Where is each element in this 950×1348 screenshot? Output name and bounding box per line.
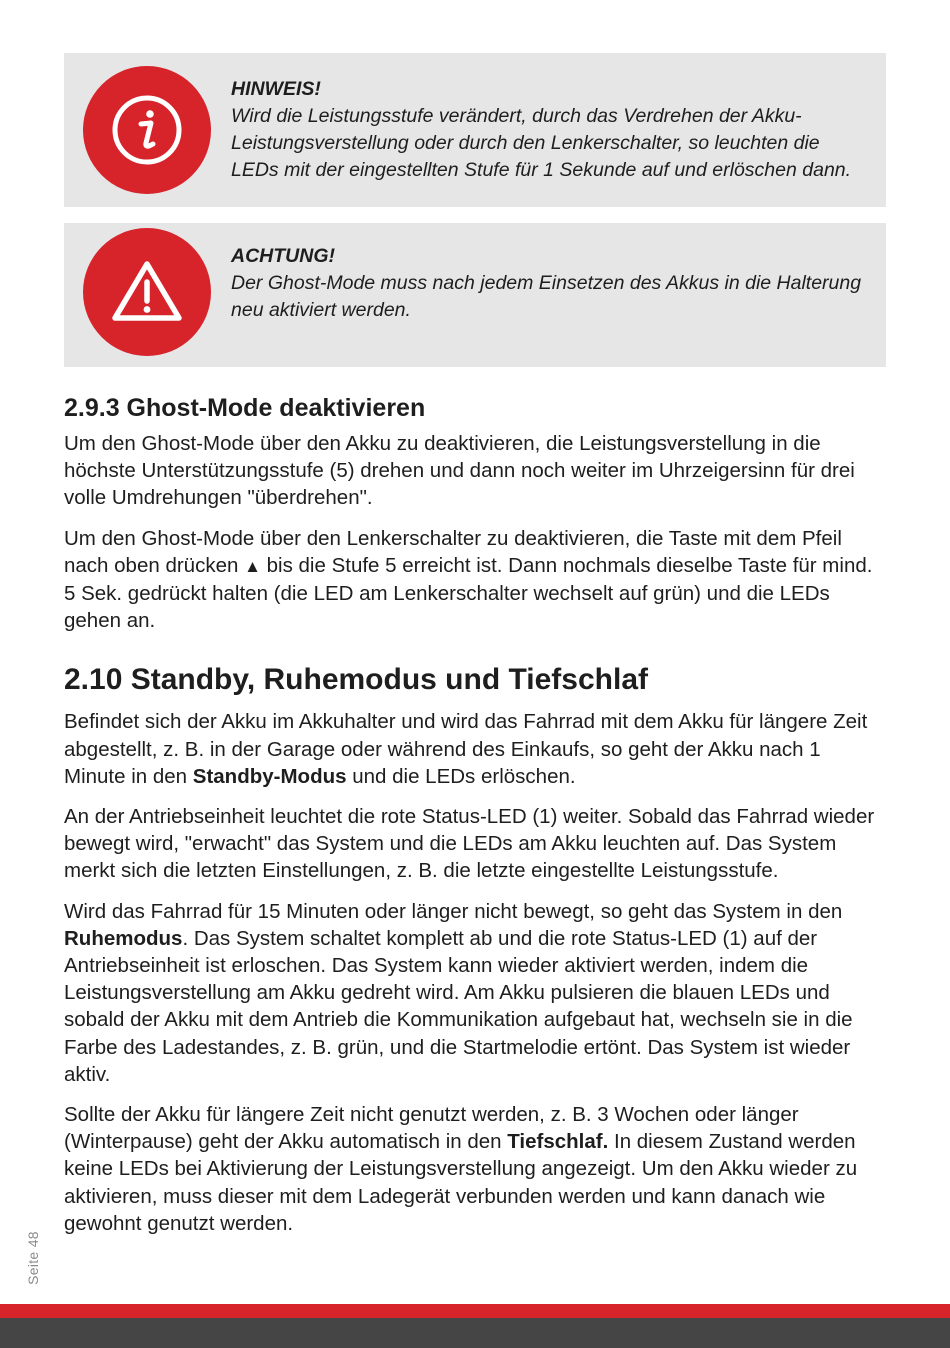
- section-2-9-3-paragraph-2: [64, 525, 886, 635]
- bold-term-tiefschlaf: Tiefschlaf.: [507, 1130, 609, 1154]
- main-content: [64, 390, 886, 1250]
- section-2-10-paragraph-4: [64, 1101, 886, 1237]
- paragraph-text: Befindet sich der Akku im Akkuhalter und wird das Fahrrad mit dem Akku für längere Zeit abgestellt, z. B. in der Garage oder während des Einkaufs, so geht der Akku nach 1 Minute in den: [64, 710, 868, 788]
- paragraph-text: und die LEDs erlöschen.: [346, 764, 576, 788]
- paragraph-text: Sollte der Akku für längere Zeit nicht genutzt werden, z. B. 3 Wochen oder länger (Winterpause) geht der Akku automatisch in den: [64, 1103, 799, 1154]
- section-2-10-paragraph-3: [64, 898, 886, 1088]
- notice-callout: [64, 53, 886, 207]
- section-2-10-paragraph-1: [64, 708, 886, 790]
- warning-text: Der Ghost-Mode muss nach jedem Einsetzen des Akkus in die Halterung neu aktiviert werden.: [231, 272, 862, 321]
- paragraph-text: Wird das Fahrrad für 15 Minuten oder länger nicht bewegt, so geht das System in den: [64, 899, 843, 923]
- warning-title: ACHTUNG!: [231, 245, 335, 267]
- page-number: Seite 48: [25, 1231, 41, 1285]
- section-2-10-paragraph-2: An der Antriebseinheit leuchtet die rote Status-LED (1) weiter. Sobald das Fahrrad wieder bewegt wird, "erwacht" das System und die LEDs am Akku leuchten auf. Das System merkt sich die letzten Einstellungen, z. B. die letzte eingestellte Leistungsstufe.: [64, 805, 875, 883]
- section-2-9-3-paragraph-1: Um den Ghost-Mode über den Akku zu deaktivieren, die Leistungsverstellung in die höchste Unterstützungsstufe (5) drehen und dann noch weiter im Uhrzeigersinn für drei volle Umdrehungen "überdrehen".: [64, 432, 855, 510]
- section-2-10-heading: 2.10 Standby, Ruhemodus und Tiefschlaf: [64, 663, 648, 697]
- paragraph-text: . Das System schaltet komplett ab und die rote Status-LED (1) auf der Antriebseinheit ist erloschen. Das System kann wieder aktiviert werden, indem die Leistungsverstellung am Akku gedreht wird. Am Akku pulsieren die blauen LEDs und sobald der Akku mit dem Antrieb die Kommunikation aufgebaut hat, wechseln sie in die Farbe des Ladestandes, z. B. grün, und die Startmelodie ertönt. Das System ist wieder aktiv.: [64, 926, 853, 1086]
- arrow-up-icon: ▲: [244, 556, 261, 576]
- footer-dark-band: [0, 1318, 950, 1348]
- warning-callout: [64, 223, 886, 367]
- bold-term-standby: Standby-Modus: [192, 764, 347, 788]
- footer-red-stripe: [0, 1304, 950, 1318]
- bold-term-ruhemodus: Ruhemodus: [64, 926, 183, 950]
- paragraph-text: In diesem Zustand werden keine LEDs bei Aktivierung der Leistungsverstellung angezeigt. Um den Akku wieder zu aktivieren, muss dieser mit dem Ladegerät verbunden werden und kann danach wie gewohnt genutzt werden.: [64, 1130, 858, 1235]
- paragraph-text: Um den Ghost-Mode über den Lenkerschalter zu deaktivieren, die Taste mit dem Pfeil nach oben drücken: [64, 526, 842, 577]
- info-icon: [83, 66, 211, 194]
- notice-text-block: [231, 76, 868, 184]
- warning-icon: [83, 228, 211, 356]
- warning-text-block: [231, 243, 868, 324]
- notice-title: HINWEIS!: [231, 78, 321, 100]
- paragraph-text: bis die Stufe 5 erreicht ist. Dann nochmals dieselbe Taste für mind. 5 Sek. gedrückt halten (die LED am Lenkerschalter wechselt auf grün) und die LEDs gehen an.: [64, 553, 873, 633]
- notice-text: Wird die Leistungsstufe verändert, durch das Verdrehen der Akku-Leistungsverstellung oder durch den Lenkerschalter, so leuchten die LEDs mit der eingestellten Stufe für 1 Sekunde auf und erlöschen dann.: [231, 105, 852, 181]
- section-2-9-3-heading: 2.9.3 Ghost-Mode deaktivieren: [64, 394, 426, 422]
